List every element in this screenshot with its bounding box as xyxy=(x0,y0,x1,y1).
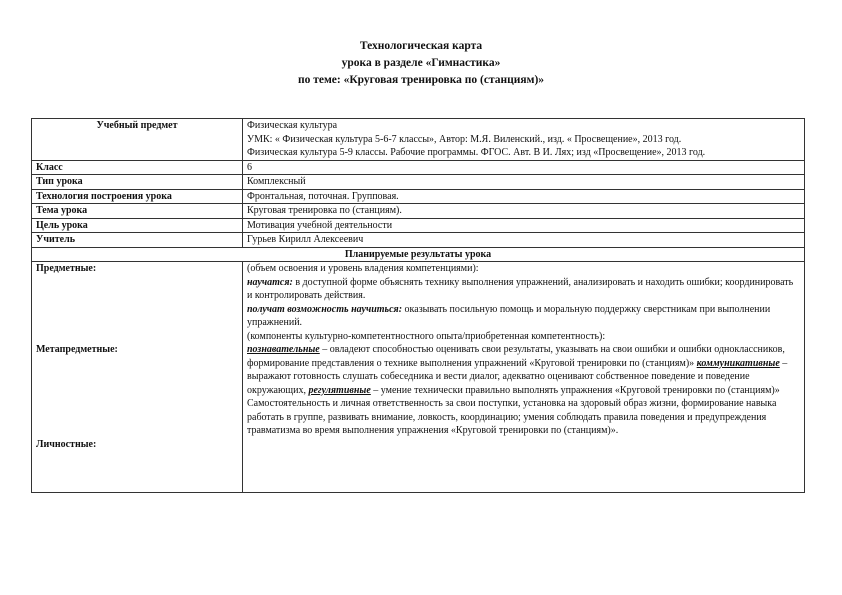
row-value: Круговая тренировка по (станциям). xyxy=(243,204,805,219)
row-label: Класс xyxy=(32,160,243,175)
lesson-map-table xyxy=(31,118,805,493)
title-line-2: урока в разделе «Гимнастика» xyxy=(341,57,501,69)
table-row-type xyxy=(32,175,805,190)
cognitive-label: познавательные xyxy=(247,344,320,355)
communicative-label: коммуникативные xyxy=(696,357,780,369)
learn-text: в доступной форме объяснять технику выполнения упражнений, анализировать и находить ошибки; координировать и контролировать действия. xyxy=(247,276,794,301)
table-row-subject xyxy=(32,119,805,161)
row-value xyxy=(243,119,805,161)
table-row-goal xyxy=(32,218,805,233)
subject-line: Физическая культура 5-9 классы. Рабочие программы. ФГОС. Авт. В И. Лях; изд «Просвещение», 2013 год. xyxy=(247,147,706,158)
label-personal: Личностные: xyxy=(36,439,97,450)
learn-paragraph xyxy=(247,276,800,303)
table-row-results xyxy=(32,262,805,493)
row-label: Тип урока xyxy=(32,175,243,190)
title-line-3: по теме: «Круговая тренировка по (станциям)» xyxy=(297,74,545,86)
communicative-text: – выражают готовность слушать собеседника и вести диалог, адекватно оценивают собственное поведение и поведение окружающих, xyxy=(247,357,788,396)
table-row-technology xyxy=(32,189,805,204)
section-heading: Планируемые результаты урока xyxy=(32,247,805,262)
row-value: 6 xyxy=(243,160,805,175)
table-row-topic xyxy=(32,204,805,219)
table-row-teacher xyxy=(32,233,805,248)
row-value: Мотивация учебной деятельности xyxy=(243,218,805,233)
personal-text: Самостоятельность и личная ответственность за свои поступки, установка на здоровый образ жизни, формирование навыка работать в группе, развивать внимание, ловкость, координацию; умения соблюдать правила поведения и предупреждения травматизма во время выполнения упражнения «Круговой тренировки по (станциям)». xyxy=(247,398,777,436)
row-value: Комплексный xyxy=(243,175,805,190)
row-label: Тема урока xyxy=(32,204,243,219)
subject-intro: (объем освоения и уровень владения компетенциями): xyxy=(247,263,479,274)
chance-text: оказывать посильную помощь и моральную поддержку сверстникам при выполнении упражнений. xyxy=(247,303,771,328)
chance-paragraph xyxy=(247,303,800,330)
row-label: Учитель xyxy=(32,233,243,248)
learn-label: научатся: xyxy=(247,276,293,288)
label-subject: Предметные: xyxy=(36,263,97,274)
subject-line: УМК: « Физическая культура 5-6-7 классы», Автор: М.Я. Виленский., изд. « Просвещение», 2013 год. xyxy=(247,133,682,145)
row-label: Технология построения урока xyxy=(32,189,243,204)
row-value: Гурьев Кирилл Алексеевич xyxy=(243,233,805,248)
cognitive-text: – овладеют способностью оценивать свои результаты, указывать на свои ошибки и ошибки одноклассников, формирование представления о технике выполнения упражнений «Круговой тренировки по (станциям)» xyxy=(247,344,785,369)
row-label: Цель урока xyxy=(32,218,243,233)
title-line-1: Технологическая карта xyxy=(359,40,483,52)
row-value: Фронтальная, поточная. Групповая. xyxy=(243,189,805,204)
meta-intro: (компоненты культурно-компетентностного опыта/приобретенная компетентность): xyxy=(247,330,606,342)
meta-paragraph xyxy=(247,343,800,397)
results-text-cell xyxy=(243,262,805,493)
table-row-results-heading xyxy=(32,247,805,262)
chance-label: получат возможность научиться: xyxy=(247,303,403,315)
table-row-class xyxy=(32,160,805,175)
results-labels-cell xyxy=(32,262,243,493)
row-label: Учебный предмет xyxy=(32,119,243,161)
regulatory-text: – умение технически правильно выполнять упражнения «Круговой тренировки по (станциям)» xyxy=(370,384,780,396)
regulatory-label: регулятивные xyxy=(308,384,371,396)
label-meta: Метапредметные: xyxy=(36,344,118,355)
subject-line: Физическая культура xyxy=(247,120,338,131)
